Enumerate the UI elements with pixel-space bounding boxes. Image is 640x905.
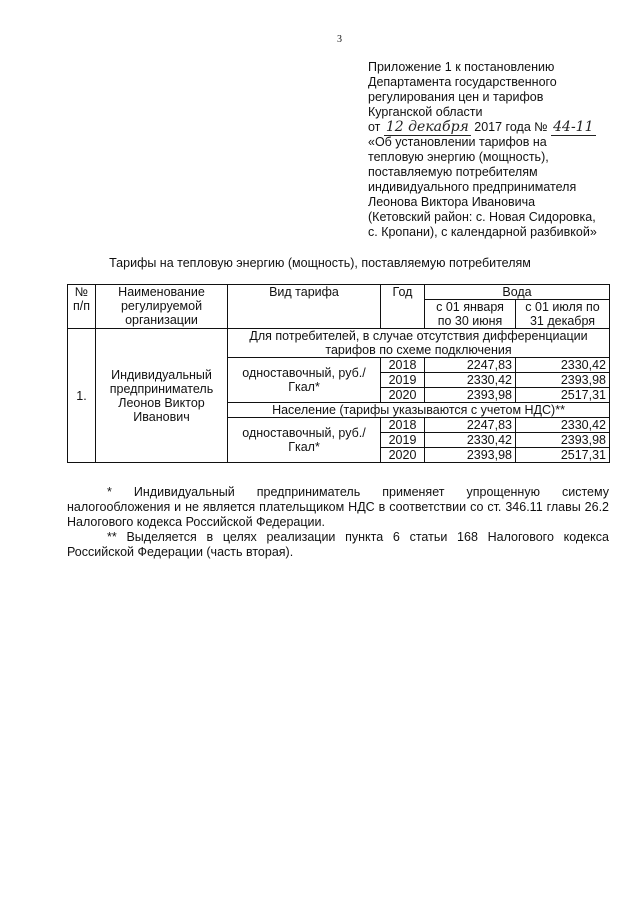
appendix-subject-line: «Об установлении тарифов на: [368, 135, 547, 149]
year-cell: 2019: [381, 373, 425, 388]
row-number: 1.: [68, 329, 96, 463]
tariff-value-h1: 2247,83: [425, 418, 516, 433]
appendix-block: [368, 60, 630, 240]
appendix-subject-line: поставляемую потребителям: [368, 165, 538, 179]
appendix-subject-line: тепловую энергию (мощность),: [368, 150, 549, 164]
year-cell: 2018: [381, 358, 425, 373]
appendix-line: Департамента государственного: [368, 75, 557, 89]
tariff-value-h2: 2330,42: [516, 418, 610, 433]
footnote: * Индивидуальный предприниматель применяет упрощенную систему налогообложения и не является плательщиком НДС в соответствии со ст. 346.11 главы 26.2 Налогового кодекса Российской Федерации.: [67, 485, 609, 529]
date-prefix: от: [368, 120, 381, 134]
section-heading: Для потребителей, в случае отсутствия дифференциации тарифов по схеме подключения: [228, 329, 610, 358]
table-header-row: [68, 285, 610, 300]
header-water: Вода: [425, 285, 610, 300]
header-period-2: с 01 июля по 31 декабря: [516, 300, 610, 329]
appendix-line: Приложение 1 к постановлению: [368, 60, 555, 74]
header-num: № п/п: [68, 285, 96, 329]
tariff-value-h2: 2330,42: [516, 358, 610, 373]
header-period-1: с 01 января по 30 июня: [425, 300, 516, 329]
appendix-subject-line: индивидуального предпринимателя: [368, 180, 577, 194]
section-heading-row: [68, 329, 610, 358]
tariff-value-h2: 2393,98: [516, 373, 610, 388]
section-heading: Население (тарифы указываются с учетом НДС)**: [228, 403, 610, 418]
tariff-value-h2: 2517,31: [516, 388, 610, 403]
appendix-subject-line: Леонова Виктора Ивановича: [368, 195, 536, 209]
year-cell: 2019: [381, 433, 425, 448]
footnotes: [67, 485, 609, 560]
tariff-type-cell: одноставочный, руб./Гкал*: [228, 358, 381, 403]
tariffs-table: [67, 284, 610, 463]
page-number: 3: [337, 34, 342, 45]
tariff-type-cell: одноставочный, руб./Гкал*: [228, 418, 381, 463]
year-cell: 2020: [381, 388, 425, 403]
tariff-value-h1: 2393,98: [425, 448, 516, 463]
footnote: ** Выделяется в целях реализации пункта 6 статьи 168 Налогового кодекса Российской Федерации (часть вторая).: [67, 530, 609, 559]
appendix-subject-line: с. Кропани), с календарной разбивкой»: [368, 225, 597, 239]
handwritten-number: 44-11: [553, 119, 594, 135]
handwritten-date: 12 декабря: [385, 119, 469, 135]
appendix-line: Курганской области: [368, 105, 483, 119]
tariff-value-h1: 2330,42: [425, 433, 516, 448]
appendix-subject-line: (Кетовский район: с. Новая Сидоровка,: [368, 210, 596, 224]
organization-name: Индивидуальный предприниматель Леонов Виктор Иванович: [96, 329, 228, 463]
year-cell: 2020: [381, 448, 425, 463]
tariff-value-h2: 2517,31: [516, 448, 610, 463]
tariff-value-h1: 2393,98: [425, 388, 516, 403]
tariff-value-h1: 2247,83: [425, 358, 516, 373]
resolution-date-line: [368, 120, 630, 135]
date-suffix: 2017 года №: [474, 120, 548, 134]
tariff-value-h1: 2330,42: [425, 373, 516, 388]
header-tariff-type: Вид тарифа: [228, 285, 381, 329]
appendix-line: регулирования цен и тарифов: [368, 90, 544, 104]
header-year: Год: [381, 285, 425, 329]
tariff-value-h2: 2393,98: [516, 433, 610, 448]
header-organization: Наименование регулируемой организации: [96, 285, 228, 329]
year-cell: 2018: [381, 418, 425, 433]
document-title: Тарифы на тепловую энергию (мощность), поставляемую потребителям: [109, 256, 531, 270]
